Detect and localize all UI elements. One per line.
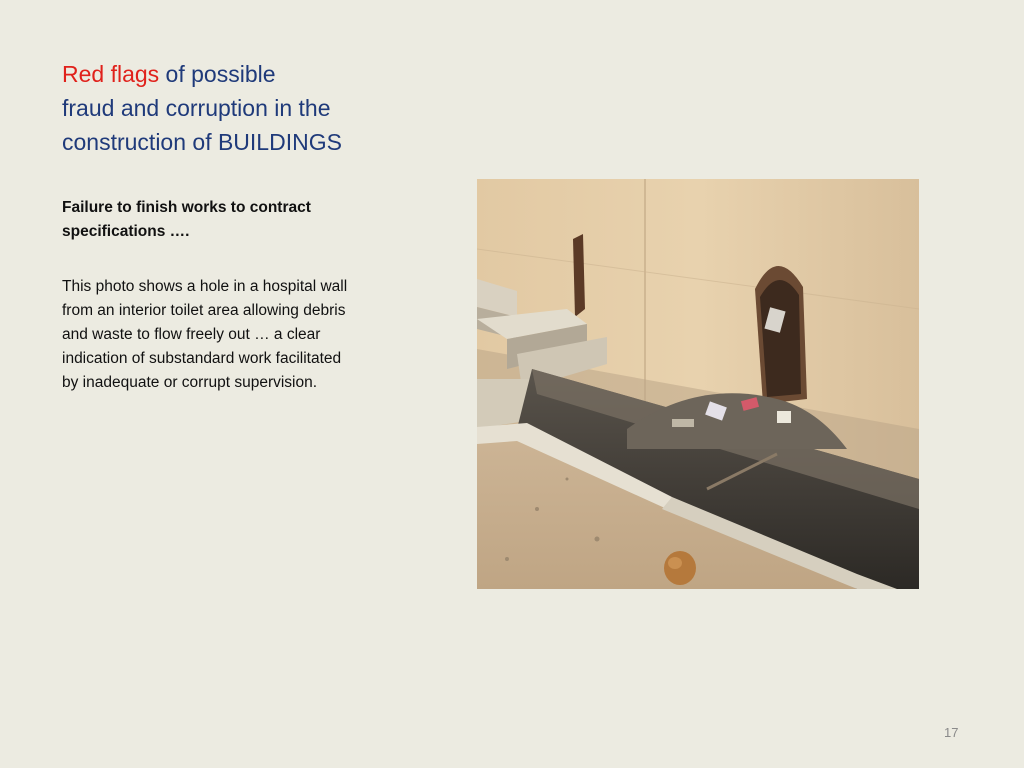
body-line-5: by inadequate or corrupt supervision.	[62, 374, 318, 391]
body-line-4: indication of substandard work facilitated	[62, 350, 342, 367]
page-number: 17	[944, 725, 959, 740]
title-line-2: fraud and corruption in the	[62, 95, 331, 121]
title-line-3: construction of BUILDINGS	[62, 129, 342, 155]
subheading-line-1: Failure to finish works to contract	[62, 199, 311, 216]
title-line-1-rest: of possible	[159, 61, 276, 87]
title-line-1	[62, 57, 422, 91]
subheading	[62, 196, 382, 244]
hospital-wall-photo	[477, 179, 919, 589]
body-line-2: from an interior toilet area allowing debris	[62, 302, 346, 319]
slide-title	[62, 57, 422, 159]
body-paragraph	[62, 275, 412, 395]
body-line-3: and waste to flow freely out … a clear	[62, 326, 321, 343]
body-line-1: This photo shows a hole in a hospital wall	[62, 278, 348, 295]
title-highlight: Red flags	[62, 61, 160, 87]
subheading-line-2: specifications ….	[62, 223, 190, 240]
